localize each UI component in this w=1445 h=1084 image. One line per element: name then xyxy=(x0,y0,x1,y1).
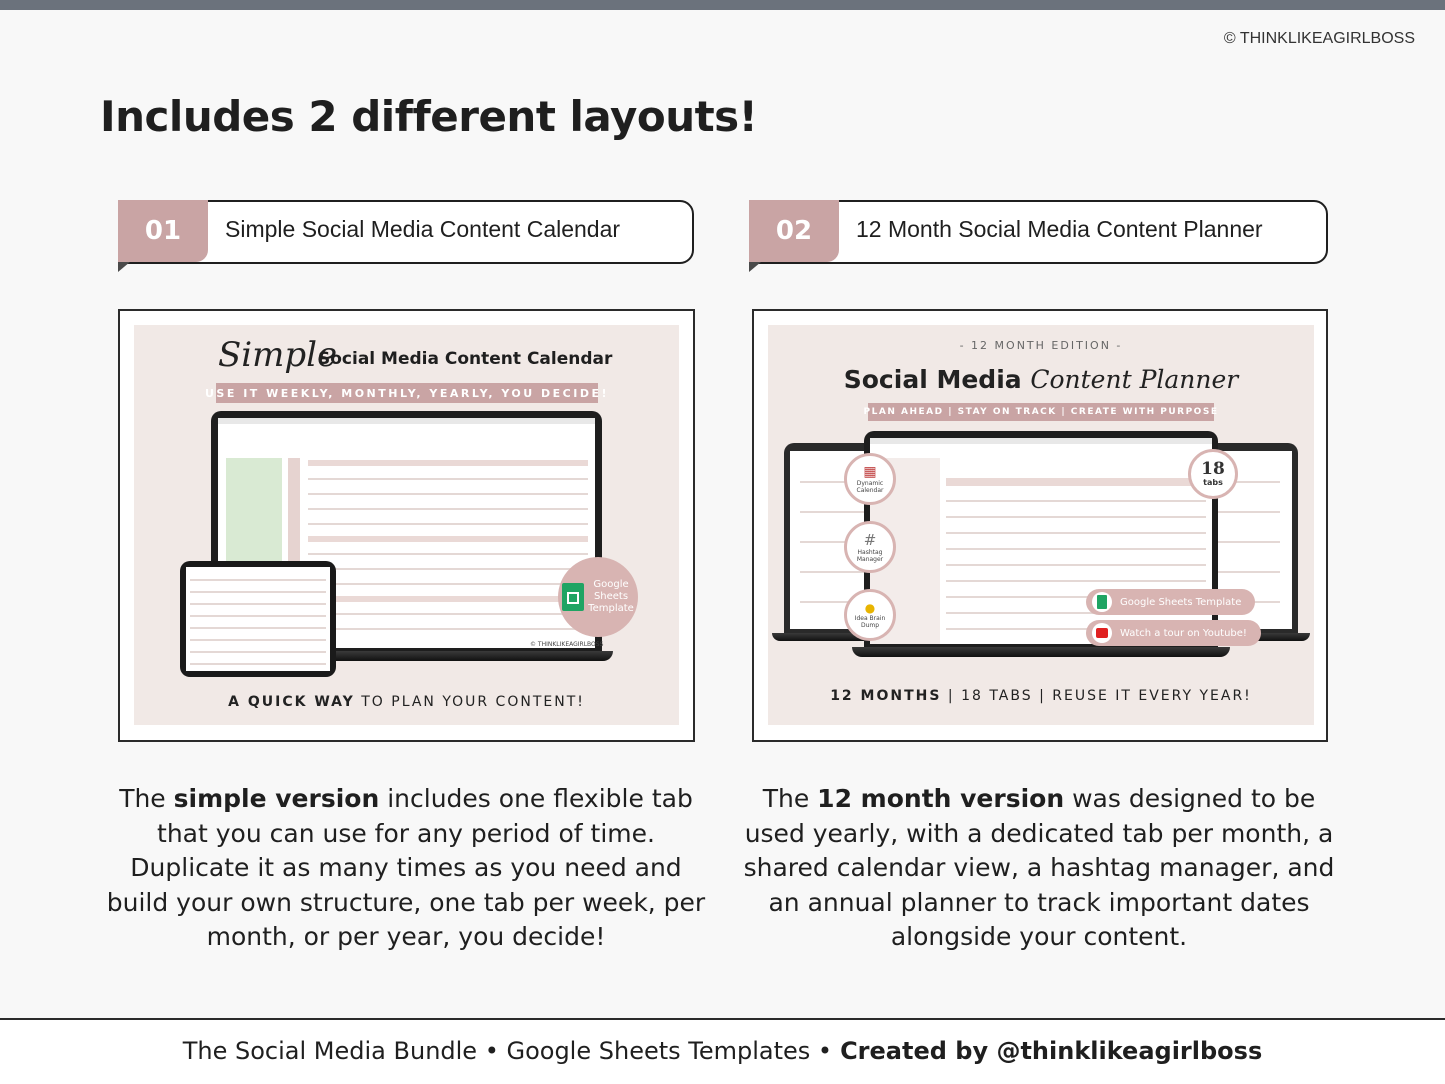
tablet-screen xyxy=(186,567,330,671)
hashtag-manager-label: Hashtag Manager xyxy=(856,549,884,563)
mockup-1-title: Social Media Content Calendar xyxy=(318,349,613,369)
hashtag-icon: # xyxy=(863,531,877,549)
idea-brain-dump-badge xyxy=(844,589,896,641)
dynamic-calendar-label: Dynamic Calendar xyxy=(856,480,884,494)
mockup-2-title-bold: Social Media xyxy=(843,365,1022,394)
layout-1-description: The simple version includes one flexible tab that you can use for any period of time. Duplicate it as many times as you need and build your own structure, one tab per week, per month, or per year, you decide! xyxy=(106,784,706,951)
tablet-mockup xyxy=(180,561,336,677)
layout-2-number: 02 xyxy=(749,200,839,262)
google-sheets-icon xyxy=(562,583,584,611)
hashtag-manager-badge xyxy=(844,521,896,573)
layout-1-number: 01 xyxy=(118,200,208,262)
page-title: Includes 2 different layouts! xyxy=(100,92,758,141)
mockup-2-title-italic: Content Planner xyxy=(1030,365,1239,394)
mockup-2-tagline: PLAN AHEAD | STAY ON TRACK | CREATE WITH PURPOSE xyxy=(868,403,1214,421)
mockup-2-caption xyxy=(768,688,1314,704)
mockup-2-caption-bold: 12 MONTHS xyxy=(830,688,942,704)
youtube-tour-button[interactable] xyxy=(1086,620,1261,646)
google-sheets-template-label: Google Sheets Template xyxy=(1120,596,1242,608)
mockup-2-title xyxy=(768,365,1314,394)
layout-2-header xyxy=(749,200,1328,264)
top-bar xyxy=(0,0,1445,10)
lightbulb-icon: ● xyxy=(864,601,876,615)
mockup-1-tagline: USE IT WEEKLY, MONTHLY, YEARLY, YOU DECIDE! xyxy=(216,383,598,403)
footer-text: The Social Media Bundle • Google Sheets Templates • xyxy=(182,1037,833,1065)
mockup-1-title-script: Simple xyxy=(218,335,338,375)
copyright-text: © THINKLIKEAGIRLBOSS xyxy=(1223,30,1415,47)
tabs-count-word: tabs xyxy=(1203,478,1223,487)
layout-2-description: The 12 month version was designed to be used yearly, with a dedicated tab per month, a shared calendar view, a hashtag manager, and an annual planner to track important dates alongside your content. xyxy=(743,784,1335,951)
mockup-1-caption-bold: A QUICK WAY xyxy=(228,694,355,710)
mockup-1-caption-rest: TO PLAN YOUR CONTENT! xyxy=(361,694,585,710)
layout-2-preview xyxy=(752,309,1328,742)
tabs-count-badge xyxy=(1188,449,1238,499)
layout-1-mockup xyxy=(134,325,679,725)
footer xyxy=(0,1018,1445,1084)
mockup-1-caption xyxy=(134,694,679,710)
mockup-2-caption-rest: | 18 TABS | REUSE IT EVERY YEAR! xyxy=(947,688,1252,704)
mockup-2-edition: - 12 MONTH EDITION - xyxy=(959,339,1123,352)
layout-1-header xyxy=(118,200,694,264)
layout-1-label: Simple Social Media Content Calendar xyxy=(225,216,621,242)
youtube-tour-label: Watch a tour on Youtube! xyxy=(1120,627,1247,639)
layout-1-preview xyxy=(118,309,695,742)
footer-divider xyxy=(0,1018,1445,1020)
dynamic-calendar-badge xyxy=(844,453,896,505)
layout-2-label: 12 Month Social Media Content Planner xyxy=(856,216,1263,242)
google-sheets-badge-text: Google Sheets Template xyxy=(588,579,634,614)
google-sheets-icon xyxy=(1092,592,1112,612)
google-sheets-badge xyxy=(558,557,638,637)
mockup-1-copyright: © THINKLIKEAGIRLBOSS xyxy=(530,641,604,648)
youtube-icon xyxy=(1092,623,1112,643)
tabs-count-number: 18 xyxy=(1201,459,1225,479)
layout-2-description-bold: 12 month version xyxy=(817,784,1065,813)
calendar-icon: ▦ xyxy=(863,464,877,480)
layout-2-mockup xyxy=(768,325,1314,725)
idea-brain-dump-label: Idea Brain Dump xyxy=(854,615,886,629)
footer-credit: Created by @thinklikeagirlboss xyxy=(840,1037,1263,1065)
layout-1-description-bold: simple version xyxy=(173,784,380,813)
google-sheets-template-button[interactable] xyxy=(1086,589,1255,615)
